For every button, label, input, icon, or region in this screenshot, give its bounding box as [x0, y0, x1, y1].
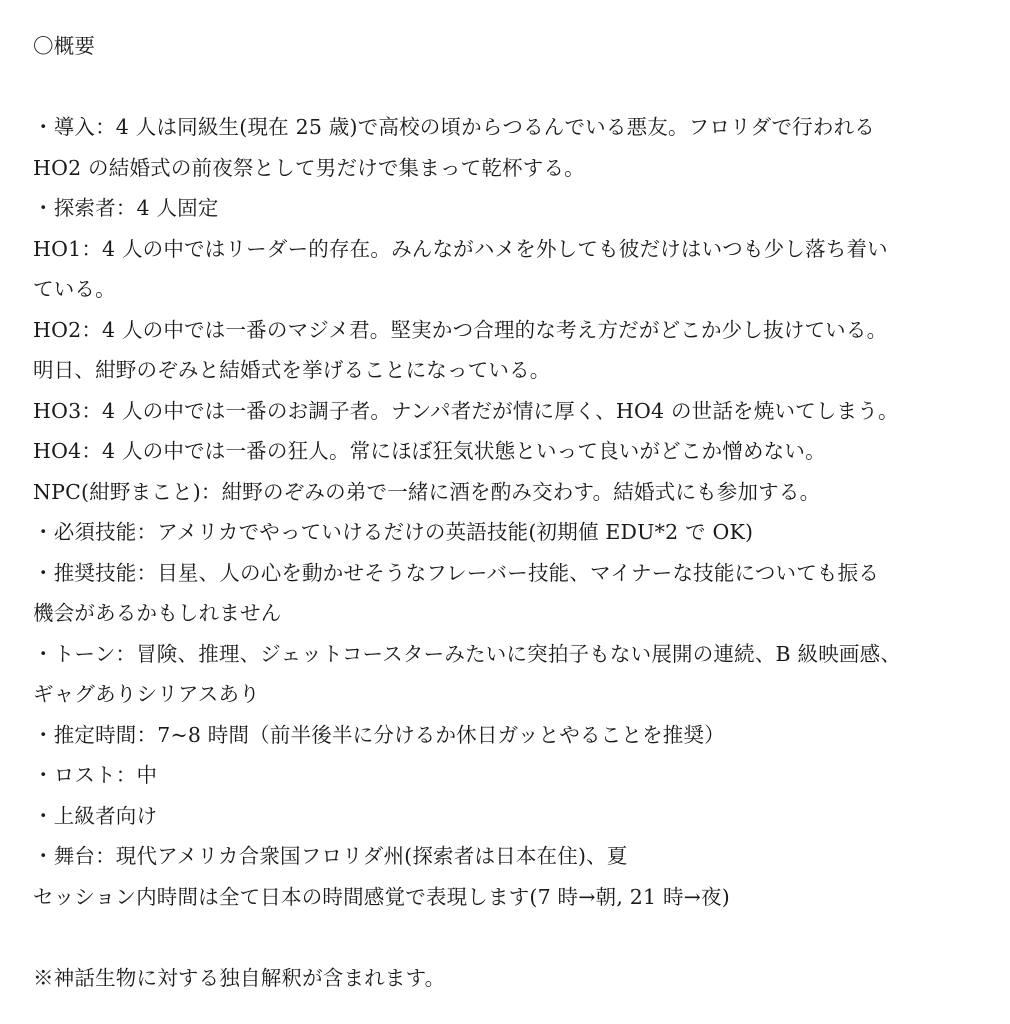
text-line: ・ロスト：中: [33, 763, 158, 787]
text-line: ・舞台：現代アメリカ合衆国フロリダ州(探索者は日本在住)、夏: [33, 844, 628, 868]
text-line: ・推定時間：7~8 時間（前半後半に分けるか休日ガッとやることを推奨）: [33, 722, 725, 747]
text-line: HO2：4 人の中では一番のマジメ君。堅実かつ合理的な考え方だがどこか少し抜けている。: [33, 317, 888, 342]
text-line: ・トーン：冒険、推理、ジェットコースターみたいに突拍子もない展開の連続、B 級映画感、: [33, 641, 902, 666]
blank-line: [33, 67, 993, 108]
text-line: ている。: [33, 277, 116, 301]
text-line: セッション内時間は全て日本の時間感覚で表現します(7 時→朝, 21 時→夜): [33, 884, 730, 909]
text-line: 明日、紺野のぞみと結婚式を挙げることになっている。: [33, 358, 551, 382]
text-line: HO3：4 人の中では一番のお調子者。ナンパ者だが情に厚く、HO4 の世話を焼いてしまう。: [33, 398, 899, 423]
blank-line: [33, 917, 993, 958]
text-line: ・探索者：4 人固定: [33, 196, 219, 220]
text-line: ・導入：4 人は同級生(現在 25 歳)で高校の頃からつるんでいる悪友。フロリダで行われる: [33, 115, 875, 139]
text-line: ・推奨技能：目星、人の心を動かせそうなフレーバー技能、マイナーな技能についても振る: [33, 560, 880, 585]
text-line: HO2 の結婚式の前夜祭として男だけで集まって乾杯する。: [33, 155, 585, 180]
note-line: ※神話生物に対する独自解釈が含まれます。: [33, 965, 446, 990]
document-body: [33, 26, 993, 998]
text-line: 機会があるかもしれません: [33, 601, 282, 625]
text-line: NPC(紺野まこと)：紺野のぞみの弟で一緒に酒を酌み交わす。結婚式にも参加する。: [33, 479, 821, 504]
text-line: ギャグありシリアスあり: [33, 682, 260, 706]
text-line: HO4：4 人の中では一番の狂人。常にほぼ狂気状態といって良いがどこか憎めない。: [33, 439, 826, 463]
text-line: HO1：4 人の中ではリーダー的存在。みんながハメを外しても彼だけはいつも少し落ち着い: [33, 236, 888, 261]
text-line: ・必須技能：アメリカでやっていけるだけの英語技能(初期値 EDU*2 で OK): [33, 520, 754, 544]
section-heading: 〇概要: [33, 34, 96, 58]
text-line: ・上級者向け: [33, 803, 158, 828]
